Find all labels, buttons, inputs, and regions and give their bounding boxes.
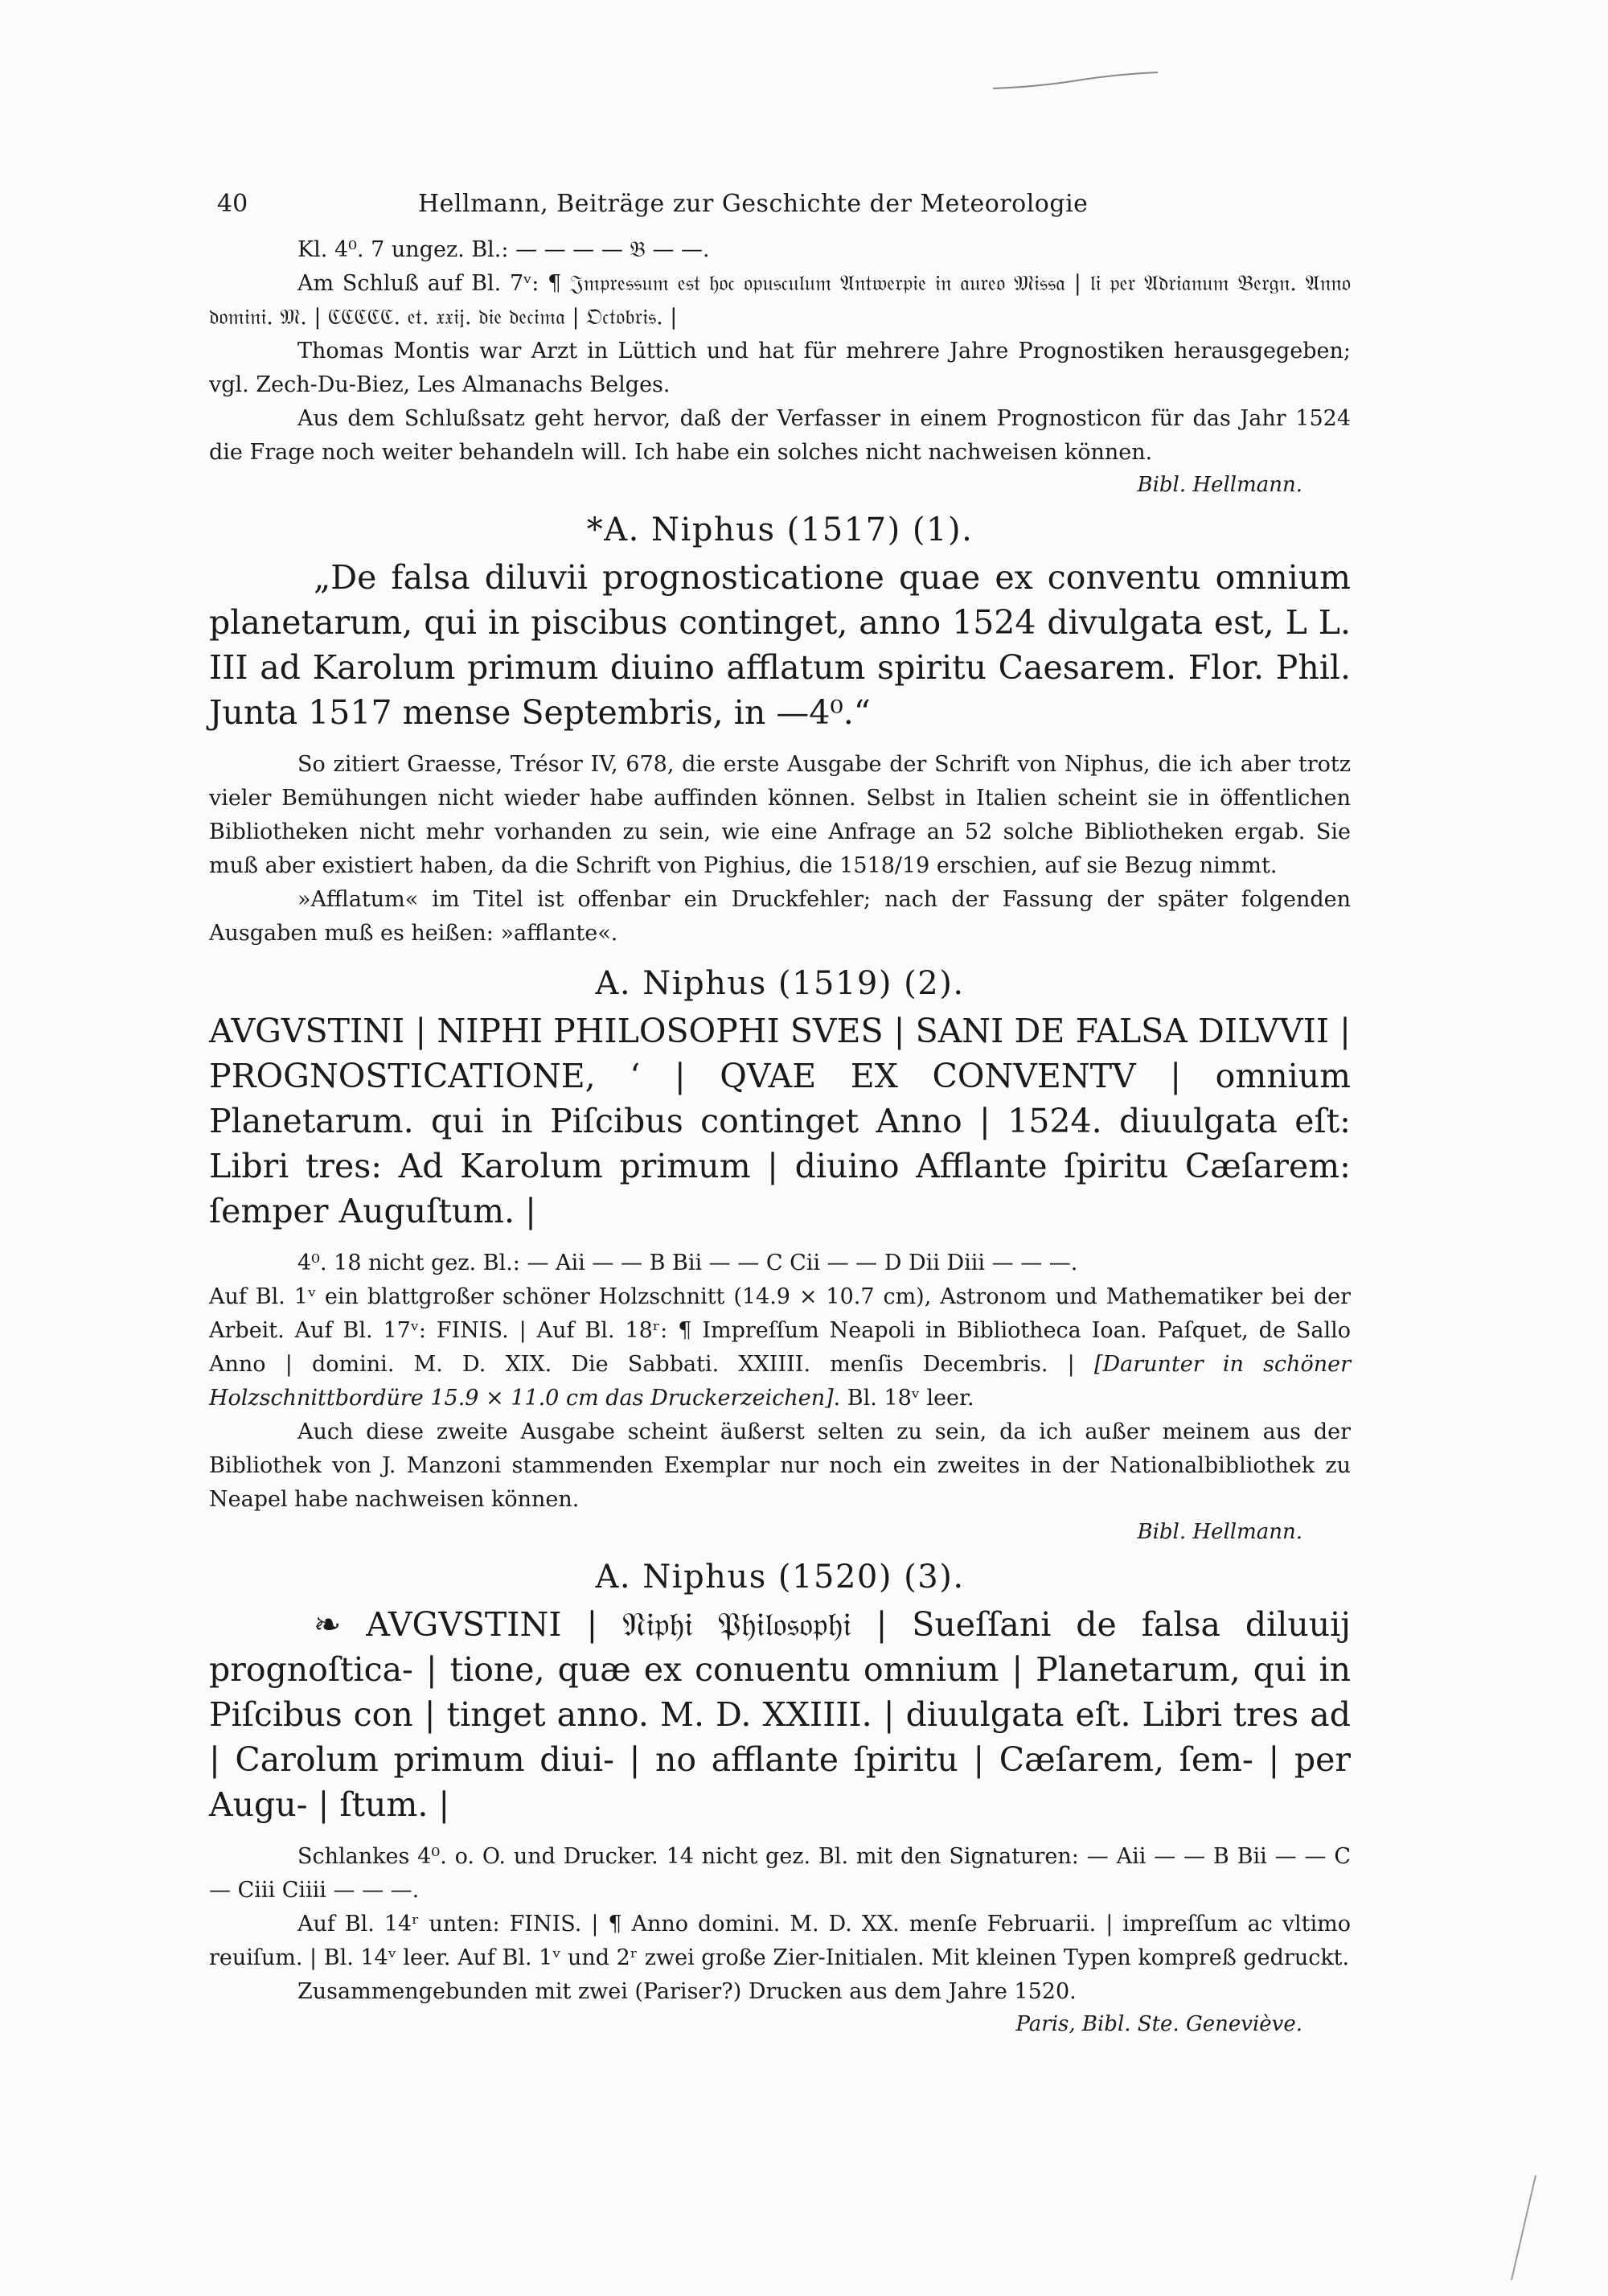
note-paragraph: »Afflatum« im Titel ist offenbar ein Druckfehler; nach der Fassung der später folgenden Ausgaben muß es heißen: »afflante«. — [209, 887, 1351, 946]
book-title: AVGVSTINI | NIPHI PHILOSOPHI SVES | SANI DE FALSA DILVVII | PROGNOSTICATIONE, ‘ | QVAE EX CONVENTV | omnium Planetarum. qui in Piſcibus continget Anno | 1524. diuulgata eſt: Libri tres: Ad Karolum primum | diuino Afflante ſpiritu Cæſarem: ſemper Auguſtum. | — [209, 1012, 1351, 1230]
pencil-mark-bottom — [1495, 2171, 1544, 2284]
entry-niphus-1520 — [209, 1559, 1351, 2036]
book-title-text: AVGVSTINI | 𝔑𝔦𝔭𝔥𝔦 𝔓𝔥𝔦𝔩𝔬𝔰𝔬𝔭𝔥𝔦 | Sueſſani de falsa diluuij prognoſtica- | tione, quæ ex conuentu omnium | Planetarum, qui in Piſcibus con | tinget anno. M. D. XXIIII. | diuulgata eſt. Libri tres ad | Carolum primum diui- | no afflante ſpiritu | Cæſarem, ſem- | per Augu- | ſtum. | — [209, 1605, 1351, 1824]
colophon-line: Am Schluß auf Bl. 7ᵛ: ¶ 𝔍𝔪𝔭𝔯𝔢𝔰𝔰𝔲𝔪 𝔢𝔰𝔱 𝔥𝔬𝔠 𝔬𝔭𝔲𝔰𝔠𝔲𝔩𝔲𝔪 𝔄𝔫𝔱𝔴𝔢𝔯𝔭𝔦𝔢 𝔦𝔫 𝔞𝔲𝔯𝔢𝔬 𝔐𝔦𝔰𝔰𝔞 | 𝔩𝔦 𝔭𝔢𝔯 𝔄𝔡𝔯𝔦𝔞𝔫𝔲𝔪 𝔅𝔢𝔯𝔤𝔫. 𝔄𝔫𝔫𝔬 𝔡𝔬𝔪𝔦𝔫𝔦. 𝔐. | ℭℭℭℭℭ. 𝔢𝔱. 𝔵𝔵𝔦𝔧. 𝔡𝔦𝔢 𝔡𝔢𝔠𝔦𝔪𝔞 | 𝔒𝔠𝔱𝔬𝔟𝔯𝔦𝔰. | — [209, 271, 1351, 330]
note-paragraph: Thomas Montis war Arzt in Lüttich und hat für mehrere Jahre Prognostiken herausgegeben; vgl. Zech-Du-Biez, Les Almanachs Belges. — [209, 339, 1351, 397]
collation-line: 4⁰. 18 nicht gez. Bl.: — Aii — — B Bii — — C Cii — — D Dii Diii — — —. — [297, 1251, 1078, 1275]
running-header — [209, 185, 1351, 233]
entry-heading: A. Niphus (1519) (2). — [595, 965, 965, 1002]
description-paragraph: Auf Bl. 14ʳ unten: FINIS. | ¶ Anno domini. M. D. XX. menſe Februarii. | impreſſum ac vltimo reuiſum. | Bl. 14ᵛ leer. Auf Bl. 1ᵛ und 2ʳ zwei große Zier-Initialen. Mit kleinen Typen kompreß gedruckt. — [209, 1912, 1351, 1970]
note-paragraph: Zusammengebunden mit zwei (Pariser?) Drucken aus dem Jahre 1520. — [297, 1979, 1077, 2004]
description-text: Auf Bl. 1ᵛ ein blattgroßer schöner Holzschnitt (14.9 × 10.7 cm), Astronom und Mathematiker bei der Arbeit. Auf Bl. 17ᵛ: FINIS. | Auf Bl. 18ʳ: ¶ Impreſſum Neapoli in Bibliotheca Ioan. Paſquet, de Sallo Anno | domini. M. D. XIX. Die Sabbati. XXIIII. menſis Decembris. | — [209, 1284, 1351, 1377]
page — [209, 185, 1351, 2036]
entry-niphus-1519 — [209, 965, 1351, 1544]
library-location: Bibl. Hellmann. — [1137, 1520, 1302, 1544]
entry-heading: *A. Niphus (1517) (1). — [586, 511, 974, 548]
pencil-mark-top — [989, 48, 1166, 97]
leaf-note: . Bl. 18ᵛ leer. — [833, 1386, 974, 1411]
library-location: Paris, Bibl. Ste. Geneviève. — [1015, 2012, 1302, 2036]
book-title — [209, 1602, 1351, 1827]
page-number: 40 — [217, 190, 248, 218]
printer-mark-note: [Darunter in schöner Holzschnittbordüre 15.9 × 11.0 cm das Druckerzeichen] — [209, 1352, 1351, 1411]
book-title: „De falsa diluvii prognosticatione quae ex conventu omnium planetarum, qui in piscibus continget, anno 1524 divulgata est, L L. III ad Karolum primum diuino afflatum spiritu Caesarem. Flor. Phil. Junta 1517 mense Septembris, in —4⁰.“ — [209, 558, 1351, 732]
note-paragraph: So zitiert Graesse, Trésor IV, 678, die erste Ausgabe der Schrift von Niphus, die ich aber trotz vieler Bemühungen nicht wieder habe auffinden können. Selbst in Italien scheint sie in öffentlichen Bibliotheken nicht mehr vorhanden zu sein, wie eine Anfrage an 52 solche Bibliotheken ergab. Sie muß aber existiert haben, da die Schrift von Pighius, die 1518/19 erschien, auf sie Bezug nimmt. — [209, 752, 1351, 878]
entry-niphus-1517 — [209, 511, 1351, 951]
note-paragraph: Auch diese zweite Ausgabe scheint äußerst selten zu sein, da ich außer meinem aus der Bibliothek von J. Manzoni stammenden Exemplar nur noch ein zweites in der Nationalbibliothek zu Neapel habe nachweisen können. — [209, 1419, 1351, 1512]
note-paragraph: Aus dem Schlußsatz geht hervor, daß der Verfasser in einem Prognosticon für das Jahr 1524 die Frage noch weiter behandeln will. Ich habe ein solches nicht nachweisen können. — [209, 406, 1351, 465]
description-paragraph — [209, 1280, 1351, 1415]
collation-line: Kl. 4⁰. 7 ungez. Bl.: — — — — 𝔅 — —. — [297, 237, 710, 262]
library-location: Bibl. Hellmann. — [1137, 473, 1302, 497]
entry-heading: A. Niphus (1520) (3). — [595, 1559, 965, 1596]
collation-line: Schlankes 4⁰. o. O. und Drucker. 14 nicht gez. Bl. mit den Signaturen: — Aii — — B Bii — — C — Ciii Ciiii — — —. — [209, 1844, 1351, 1903]
running-title: Hellmann, Beiträge zur Geschichte der Meteorologie — [418, 190, 1089, 218]
fleuron-icon: ❧ — [314, 1605, 342, 1644]
entry-thomas-montis — [209, 233, 1351, 497]
